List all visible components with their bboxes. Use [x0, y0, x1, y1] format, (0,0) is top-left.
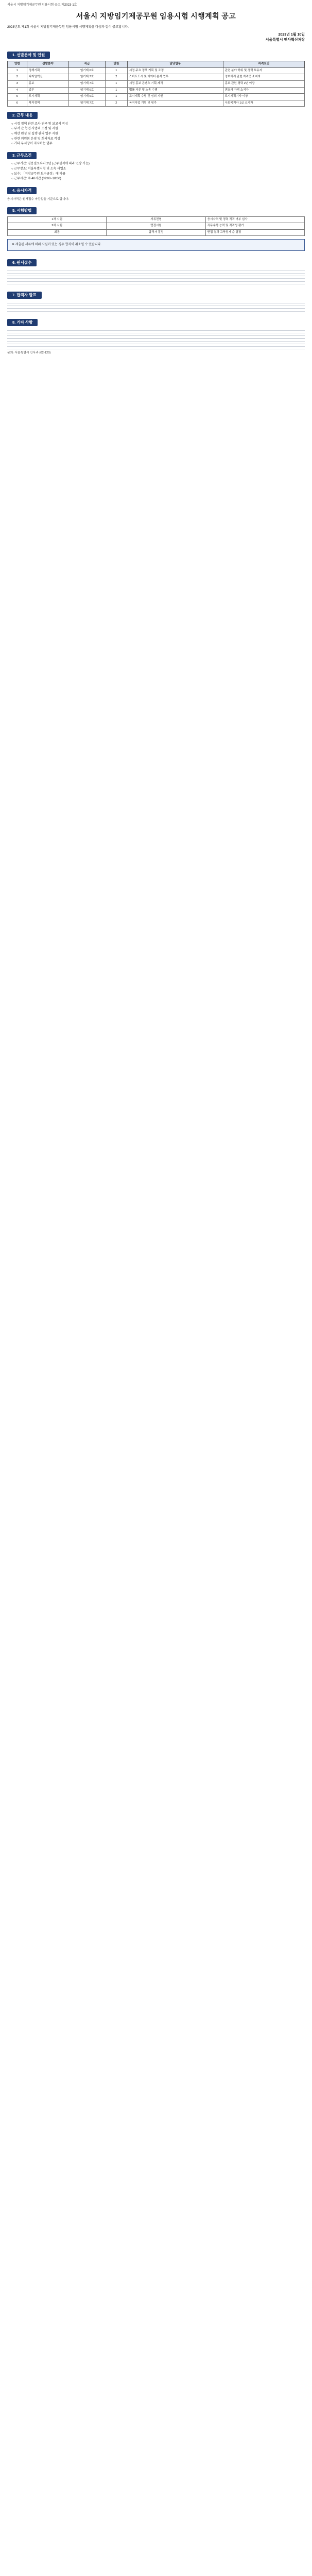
- table-cell: 도시계획: [27, 94, 69, 100]
- page-title: 서울시 지방임기제공무원 임용시험 시행계획 공고: [76, 13, 236, 21]
- table-row: [8, 80, 305, 87]
- table-row: [8, 229, 305, 236]
- issuer-line: 서울특별시 인사혁신처장: [265, 38, 305, 42]
- col-header: 담당업무: [127, 61, 223, 68]
- table-row: [8, 223, 305, 230]
- list-item: ○ 근무시간: 주 40시간 (09:00~18:00): [11, 177, 305, 181]
- notice-box: ※ 제출된 서류에 허위 사실이 있는 경우 합격이 취소될 수 있습니다.: [7, 239, 305, 250]
- table-cell: 직무수행 능력 및 적격성 평가: [205, 223, 304, 230]
- table-cell: 복지정책: [27, 100, 69, 107]
- table-row: [8, 74, 305, 81]
- col-header: 선발분야: [27, 61, 69, 68]
- section-title-6: 6. 원서접수: [7, 259, 37, 266]
- list-item: ○ 예산 편성 및 집행 관리 업무 지원: [11, 132, 305, 136]
- process-table: [7, 216, 305, 236]
- table-row: [8, 216, 305, 223]
- table-cell: 면접 결과 고득점자 순 결정: [205, 229, 304, 236]
- table-cell: 면접시험: [107, 223, 205, 230]
- table-cell: 4: [8, 87, 27, 94]
- table-cell: 최종: [8, 229, 107, 236]
- table-cell: 변호사 자격 소지자: [223, 87, 304, 94]
- col-header: 인원: [105, 61, 127, 68]
- table-cell: 관련 분야 학위 및 경력 보유자: [223, 67, 304, 74]
- table-cell: 도시계획 수립 및 심의 지원: [127, 94, 223, 100]
- header-small: 서울시 지방임기제공무원 임용시험 공고 제2023-1호: [7, 4, 77, 7]
- section-title-5: 5. 시험방법: [7, 207, 37, 214]
- table-cell: 사회복지사 1급 소지자: [223, 100, 304, 107]
- table-cell: 디지털혁신: [27, 74, 69, 81]
- section-title-2: 2. 근무 내용: [7, 112, 38, 119]
- table-cell: 5: [8, 94, 27, 100]
- intro-text: 2023년도 제1회 서울시 지방임기제공무원 임용시험 시행계획을 다음과 같이 공고합니다.: [7, 25, 129, 29]
- table-cell: 서류전형: [107, 216, 205, 223]
- table-cell: 합격자 결정: [107, 229, 205, 236]
- table-cell: 홍보 관련 경력 2년 이상: [223, 80, 304, 87]
- section-title-7: 7. 합격자 발표: [7, 292, 42, 299]
- body-text-lines: [7, 330, 305, 350]
- table-row: [8, 67, 305, 74]
- table-row: [8, 87, 305, 94]
- table-cell: 응시자격 및 경력 적격 여부 심사: [205, 216, 304, 223]
- table-cell: 홍보: [27, 80, 69, 87]
- list-item: ○ 근무장소: 서울특별시청 및 소속 사업소: [11, 167, 305, 171]
- table-row: [8, 94, 305, 100]
- table-cell: 정책기획: [27, 67, 69, 74]
- table-cell: 시정 홍보 콘텐츠 기획·제작: [127, 80, 223, 87]
- contact-line: 문의: 서울특별시 인사과 (02-120): [7, 351, 51, 355]
- section-title-1: 1. 선발분야 및 인원: [7, 52, 50, 59]
- positions-header-row: [8, 61, 305, 68]
- date-line: 2023년 1월 10일: [278, 33, 305, 37]
- col-header: 직급: [69, 61, 106, 68]
- body-text-lines: [7, 270, 305, 284]
- positions-table: [7, 61, 305, 107]
- table-cell: 1: [105, 87, 127, 94]
- table-cell: 2: [105, 100, 127, 107]
- list-item: ○ 근무기간: 임용일로부터 2년 (근무실적에 따라 연장 가능): [11, 162, 305, 166]
- table-cell: 임기제 6호: [69, 87, 106, 94]
- list-item: ○ 보수: 「지방공무원 보수규정」에 따름: [11, 172, 305, 176]
- conditions-list: [7, 162, 305, 181]
- list-item: ○ 기타 부서장이 지시하는 업무: [11, 142, 305, 146]
- table-cell: 1차 시험: [8, 216, 107, 223]
- section-title-3: 3. 근무조건: [7, 152, 37, 159]
- table-cell: 2: [105, 74, 127, 81]
- table-cell: 임기제 6호: [69, 94, 106, 100]
- table-cell: 임기제 7호: [69, 100, 106, 107]
- table-cell: 복지사업 기획 및 평가: [127, 100, 223, 107]
- list-item: ○ 시정 정책 관련 조사·연구 및 보고서 작성: [11, 122, 305, 126]
- positions-body: [8, 67, 305, 106]
- table-cell: 임기제 7호: [69, 74, 106, 81]
- table-cell: 1: [105, 67, 127, 74]
- col-header: 자격요건: [223, 61, 304, 68]
- table-cell: 임기제 7호: [69, 80, 106, 87]
- process-body: [8, 216, 305, 236]
- table-cell: 6: [8, 100, 27, 107]
- table-cell: 1: [8, 67, 27, 74]
- section-title-4: 4. 응시자격: [7, 187, 37, 194]
- table-cell: 1: [105, 80, 127, 87]
- list-item: ○ 부서 간 협업 사업의 조정 및 지원: [11, 127, 305, 131]
- table-cell: 시정 주요 정책 기획 및 조정: [127, 67, 223, 74]
- table-cell: 도시계획기사 이상: [223, 94, 304, 100]
- list-item: ○ 관련 위원회 운영 및 회의자료 작성: [11, 137, 305, 141]
- table-cell: 스마트도시 및 데이터 분석 업무: [127, 74, 223, 81]
- body-text-lines: [7, 303, 305, 312]
- table-cell: 1: [105, 94, 127, 100]
- table-row: [8, 100, 305, 107]
- table-cell: 2차 시험: [8, 223, 107, 230]
- work-list: [7, 122, 305, 146]
- table-cell: 2: [8, 74, 27, 81]
- eligibility-note: 응시자격은 원서접수 마감일을 기준으로 합니다.: [7, 197, 70, 201]
- col-header: 연번: [8, 61, 27, 68]
- table-cell: 법무: [27, 87, 69, 94]
- table-cell: 임기제 6호: [69, 67, 106, 74]
- table-cell: 정보처리 관련 자격증 소지자: [223, 74, 304, 81]
- section-title-8: 8. 기타 사항: [7, 319, 38, 326]
- table-cell: 3: [8, 80, 27, 87]
- table-cell: 법률 자문 및 소송 수행: [127, 87, 223, 94]
